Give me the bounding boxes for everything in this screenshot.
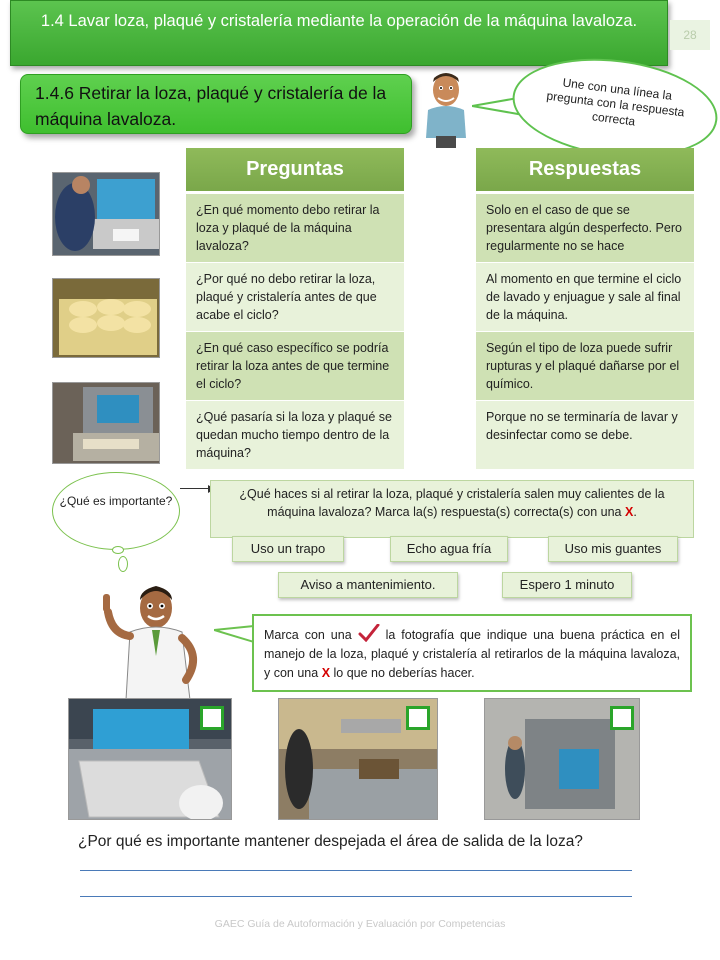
- answers-column: [476, 148, 694, 470]
- section-title: 1.4.6 Retirar la loza, plaqué y cristalería de la máquina lavaloza.: [35, 83, 387, 129]
- checkbox-photo-3[interactable]: [610, 706, 634, 730]
- answer-item-1: Solo en el caso de que se presentara algún desperfecto. Pero regularmente no se hace: [476, 194, 694, 263]
- answer-line-2[interactable]: [80, 896, 632, 897]
- cloud-tail-dot: [112, 546, 124, 554]
- instruction-bubble-text: Une con una línea la pregunta con la respuesta correcta: [545, 75, 686, 129]
- arrow-line: [180, 488, 210, 489]
- instruction-box: [252, 614, 692, 692]
- checkbox-photo-2[interactable]: [406, 706, 430, 730]
- header-title: 1.4 Lavar loza, plaqué y cristalería mediante la operación de la máquina lavaloza.: [40, 12, 638, 30]
- page-number: 28: [670, 20, 710, 50]
- answer-item-3: Según el tipo de loza puede sufrir rupturas y el plaqué dañarse por el químico.: [476, 332, 694, 401]
- header-title-bar: [10, 0, 668, 66]
- red-x-mark: X: [321, 666, 331, 680]
- question-item-3: ¿En qué caso específico se podría retirar la loza antes de que termine el ciclo?: [186, 332, 404, 401]
- dishes-rack-photo: [52, 278, 160, 358]
- hot-question-end: .: [633, 505, 637, 519]
- important-cloud-text: ¿Qué es importante?: [59, 494, 173, 508]
- hot-dishes-question: [210, 480, 694, 538]
- question-item-1: ¿En qué momento debo retirar la loza y plaqué de la máquina lavaloza?: [186, 194, 404, 263]
- footer-text: GAEC Guía de Autoformación y Evaluación por Competencias: [214, 918, 506, 930]
- option-aviso-mantenimiento[interactable]: Aviso a mantenimiento.: [278, 572, 458, 598]
- answers-heading: Respuestas: [476, 148, 694, 194]
- answer-item-2: Al momento en que termine el ciclo de lavado y enjuague y sale al final de la máquina.: [476, 263, 694, 332]
- dishwasher-photo-1: [52, 172, 160, 256]
- question-item-2: ¿Por qué no debo retirar la loza, plaqué y cristalería antes de que acabe el ciclo?: [186, 263, 404, 332]
- bottom-question: ¿Por qué es importante mantener despejada el área de salida de la loza?: [78, 833, 583, 850]
- questions-heading: Preguntas: [186, 148, 404, 194]
- question-item-4: ¿Qué pasaría si la loza y plaqué se quedan mucho tiempo dentro de la máquina?: [186, 401, 404, 470]
- instruction-part1: Marca con una: [264, 628, 352, 642]
- answer-line-1[interactable]: [80, 870, 632, 871]
- instruction-part2: la fotografía que indique una buena práctica en el manejo de la loza, plaqué y cristalería al retirarlos de la máquina lavaloza, y con una: [264, 628, 680, 680]
- option-echo-agua-fria[interactable]: Echo agua fría: [390, 536, 508, 562]
- red-x-mark: X: [624, 505, 634, 519]
- option-espero-1-minuto[interactable]: Espero 1 minuto: [502, 572, 632, 598]
- cloud-tail-dot: [118, 556, 128, 572]
- cartoon-man-illustration: [418, 68, 474, 148]
- checkbox-photo-1[interactable]: [200, 706, 224, 730]
- cartoon-doctor-illustration: [86, 576, 214, 700]
- option-uso-mis-guantes[interactable]: Uso mis guantes: [548, 536, 678, 562]
- instruction-part3: lo que no deberías hacer.: [333, 666, 475, 680]
- checkmark-icon: [358, 624, 380, 642]
- dishwasher-photo-2: [52, 382, 160, 464]
- option-uso-un-trapo[interactable]: Uso un trapo: [232, 536, 344, 562]
- hot-question-text: ¿Qué haces si al retirar la loza, plaqué y cristalería salen muy calientes de la máquina lavaloza? Marca la(s) respuesta(s) correcta(s) con una: [239, 487, 665, 519]
- section-title-bar: [20, 74, 412, 134]
- questions-column: [186, 148, 404, 470]
- instruction-pointer: [214, 624, 254, 648]
- answer-item-4: Porque no se terminaría de lavar y desinfectar como se debe.: [476, 401, 694, 470]
- important-cloud: [52, 472, 180, 550]
